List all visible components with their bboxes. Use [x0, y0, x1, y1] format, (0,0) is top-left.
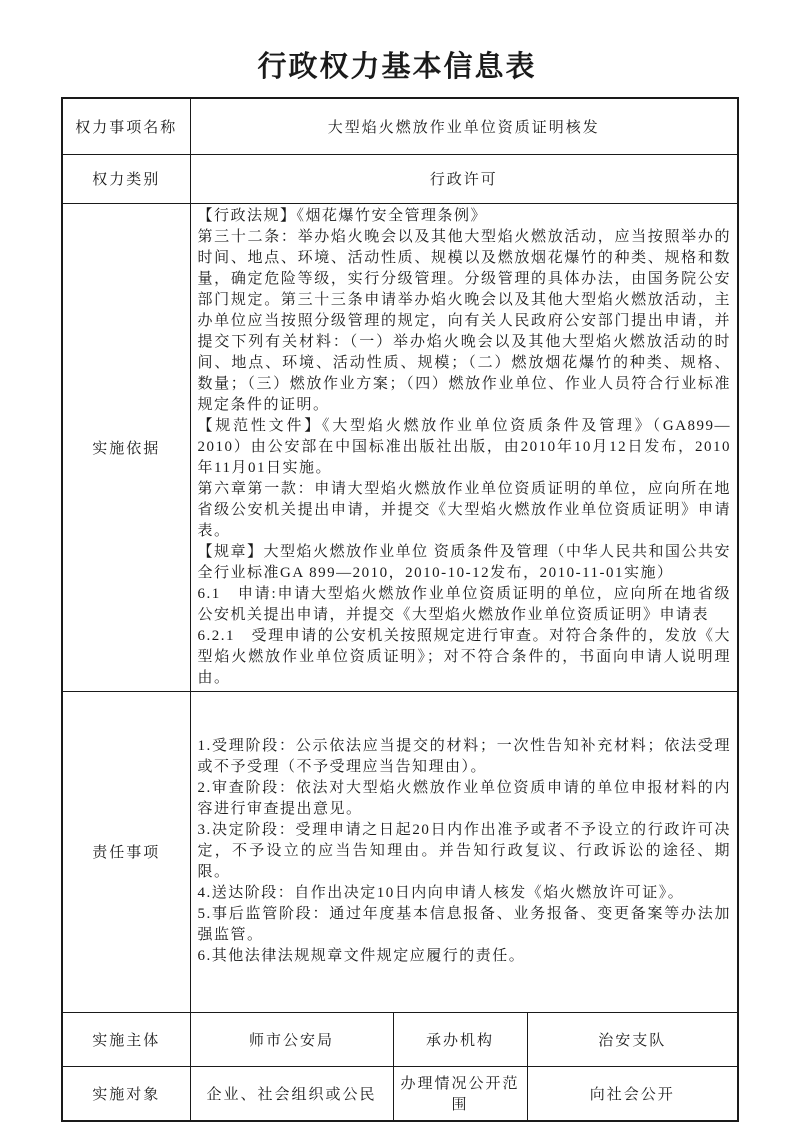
target-value: 企业、社会组织或公民 — [190, 1066, 393, 1121]
row-item-name — [62, 98, 738, 154]
item-name-label: 权力事项名称 — [62, 98, 190, 154]
undertaking-org-value: 治安支队 — [527, 1012, 738, 1066]
target-label: 实施对象 — [62, 1066, 190, 1121]
row-subject — [62, 1012, 738, 1066]
basis-paragraph: 【规章】大型焰火燃放作业单位 资质条件及管理（中华人民共和国公共安全行业标准GA 899—2010，2010-10-12发布，2010-11-01实施） — [197, 543, 732, 581]
basis-paragraph: 【行政法规】《烟花爆竹安全管理条例》 — [197, 207, 488, 224]
duty-item: 1.受理阶段：公示依法应当提交的材料；一次性告知补充材料；依法受理或不予受理（不予受理应当告知理由）。 — [197, 738, 732, 775]
basis-label: 实施依据 — [62, 203, 190, 691]
duty-item: 4.送达阶段：自作出决定10日内向申请人核发《焰火燃放许可证》。 — [197, 885, 685, 901]
undertaking-org-label: 承办机构 — [393, 1012, 527, 1066]
basis-paragraph: 6.1 申请:申请大型焰火燃放作业单位资质证明的单位，应向所在地省级公安机关提出申请，并提交《大型焰火燃放作业单位资质证明》申请表 — [197, 585, 732, 623]
page-title: 行政权力基本信息表 — [257, 51, 537, 83]
basis-content — [190, 203, 738, 691]
row-duties — [62, 691, 738, 1012]
row-category — [62, 154, 738, 203]
basis-paragraph: 第三十二条：举办焰火晚会以及其他大型焰火燃放活动，应当按照举办的时间、地点、环境、活动性质、规模以及燃放烟花爆竹的种类、规格和数量，确定危险等级，实行分级管理。分级管理的具体办法，由国务院公安部门规定。第三十三条申请举办焰火晚会以及其他大型焰火燃放活动，主办单位应当按照分级管理的规定，向有关人民政府公安部门提出申请，并提交下列有关材料：（一）举办焰火晚会以及其他大型焰火燃放活动的时间、地点、环境、活动性质、规模；（二）燃放烟花爆竹的种类、规格、数量；（三）燃放作业方案；（四）燃放作业单位、作业人员符合行业标准规定条件的证明。 — [197, 228, 732, 413]
disclosure-scope-value: 向社会公开 — [527, 1066, 738, 1121]
row-basis — [62, 203, 738, 691]
basis-paragraph: 【规范性文件】《大型焰火燃放作业单位资质条件及管理》（GA899—2010）由公安部在中国标准出版社出版，由2010年10月12日发布，2010年11月01日实施。 — [197, 417, 732, 476]
subject-value: 师市公安局 — [190, 1012, 393, 1066]
subject-label: 实施主体 — [62, 1012, 190, 1066]
duty-item: 2.审查阶段：依法对大型焰火燃放作业单位资质申请的单位申报材料的内容进行审查提出意见。 — [197, 780, 732, 817]
basis-paragraph: 第六章第一款：申请大型焰火燃放作业单位资质证明的单位，应向所在地省级公安机关提出申请，并提交《大型焰火燃放作业单位资质证明》申请表。 — [197, 480, 732, 539]
duty-item: 5.事后监管阶段：通过年度基本信息报备、业务报备、变更备案等办法加强监管。 — [197, 906, 732, 943]
duties-label: 责任事项 — [62, 691, 190, 1012]
item-name-value: 大型焰火燃放作业单位资质证明核发 — [190, 98, 738, 154]
category-label: 权力类别 — [62, 154, 190, 203]
row-target — [62, 1066, 738, 1121]
duties-content — [190, 691, 738, 1012]
duty-item: 3.决定阶段：受理申请之日起20日内作出准予或者不予设立的行政许可决定，不予设立的应当告知理由。并告知行政复议、行政诉讼的途径、期限。 — [197, 822, 732, 880]
basis-paragraph: 6.2.1 受理申请的公安机关按照规定进行审查。对符合条件的，发放《大型焰火燃放作业单位资质证明》；对不符合条件的，书面向申请人说明理由。 — [197, 627, 732, 686]
disclosure-scope-label: 办理情况公开范围 — [393, 1066, 527, 1121]
info-table — [61, 97, 739, 1122]
category-value: 行政许可 — [190, 154, 738, 203]
duty-item: 6.其他法律法规规章文件规定应履行的责任。 — [197, 948, 526, 964]
